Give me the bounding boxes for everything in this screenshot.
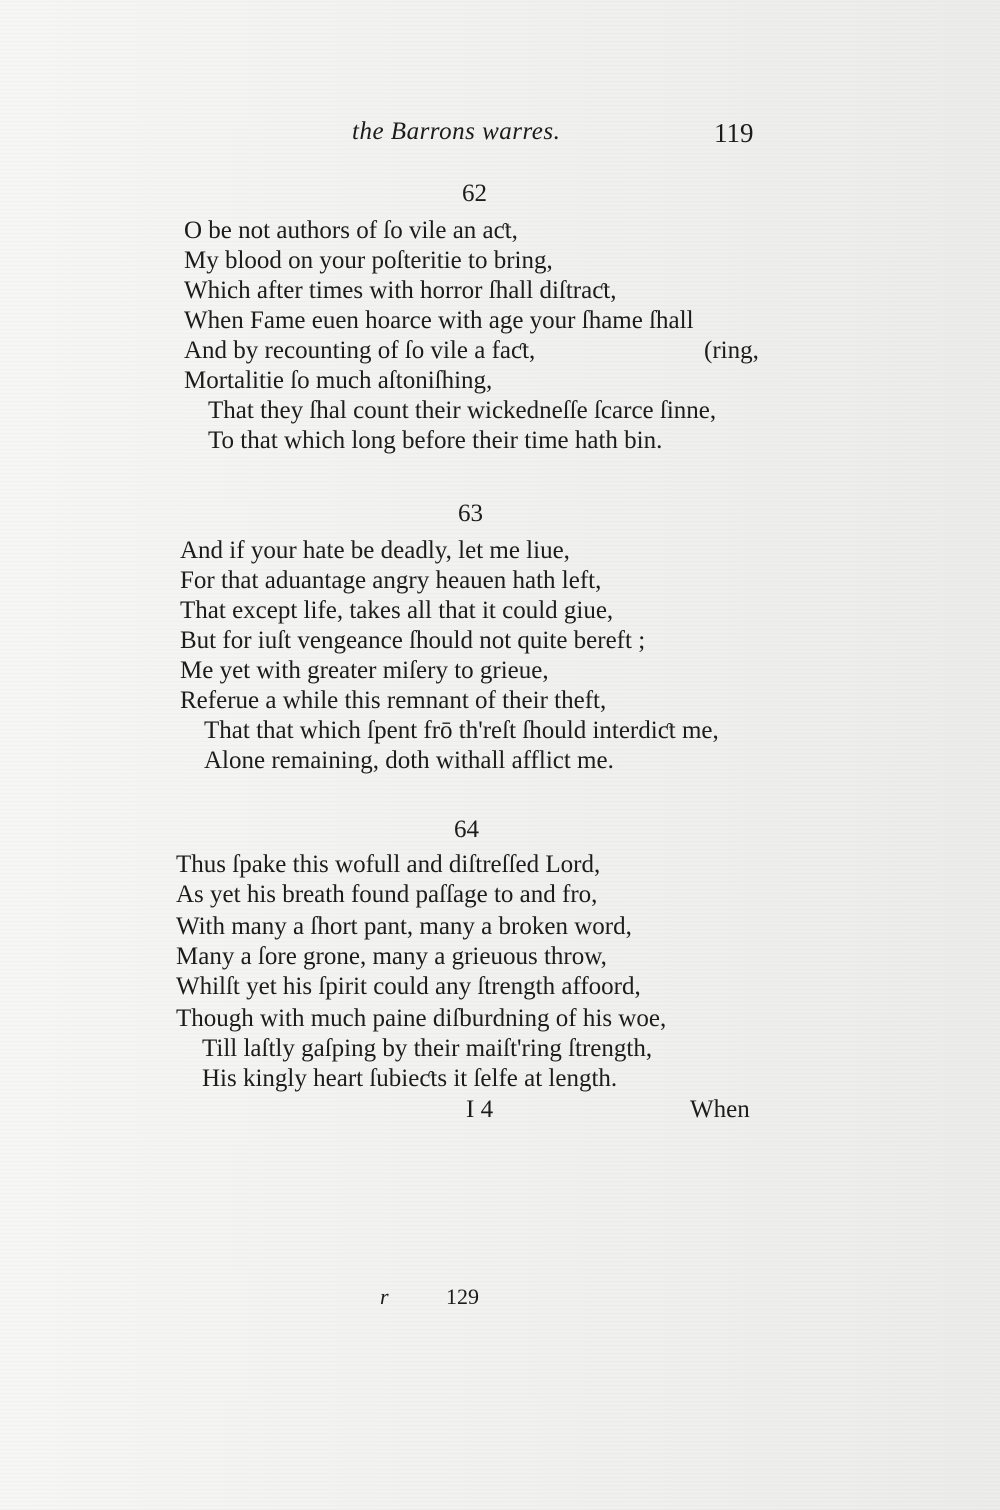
stanza-number: 63 — [458, 500, 483, 527]
verse-line: As yet his breath found paſſage to and fro, — [176, 881, 598, 908]
signature-mark: I 4 — [466, 1096, 494, 1123]
sheet-number: 129 — [446, 1284, 479, 1309]
verse-line: Whilſt yet his ſpirit could any ſtrength affoord, — [176, 973, 641, 1000]
verse-line: That that which ſpent frō th'reſt ſhould interdiƈt me, — [204, 717, 719, 744]
stanza-number: 64 — [454, 816, 479, 843]
verse-line: And if your hate be deadly, let me liue, — [180, 537, 570, 564]
verse-line: And by recounting of ſo vile a faƈt, — [184, 337, 536, 364]
stanza-number: 62 — [462, 180, 487, 207]
verse-line: When Fame euen hoarce with age your ſhame ſhall — [184, 307, 694, 334]
verse-line: O be not authors of ſo vile an aƈt, — [184, 217, 518, 244]
turnover-word: (ring, — [704, 337, 759, 364]
verse-line: Referue a while this remnant of their theft, — [180, 687, 607, 714]
verse-line: Many a ſore grone, many a grieuous throw, — [176, 943, 607, 970]
catchword: When — [690, 1096, 750, 1123]
verse-line: That they ſhal count their wickedneſſe ſcarce ſinne, — [208, 397, 717, 424]
verse-line: With many a ſhort pant, many a broken word, — [176, 913, 632, 940]
verse-line: Which after times with horror ſhall diſtraƈt, — [184, 277, 617, 304]
verse-line: Me yet with greater miſery to grieue, — [180, 657, 549, 684]
running-title: the Barrons warres. — [352, 118, 561, 145]
verse-line: To that which long before their time hath bin. — [208, 427, 663, 454]
verse-line: My blood on your poſteritie to bring, — [184, 247, 553, 274]
verse-line: His kingly heart ſubieƈts it ſelfe at length. — [202, 1065, 618, 1092]
verse-line: Mortalitie ſo much aſtoniſhing, — [184, 367, 493, 394]
verse-line: Alone remaining, doth withall afflict me. — [204, 747, 614, 774]
verse-line: Till laſtly gaſping by their maiſt'ring ſtrength, — [202, 1035, 653, 1062]
footer-mark: r — [380, 1284, 389, 1309]
page-number: 119 — [714, 118, 754, 148]
verse-line: Though with much paine diſburdning of his woe, — [176, 1005, 667, 1032]
verse-line: For that aduantage angry heauen hath left, — [180, 567, 602, 594]
verse-line: But for iuſt vengeance ſhould not quite bereft ; — [180, 627, 646, 654]
verse-line: That except life, takes all that it could giue, — [180, 597, 614, 624]
verse-line: Thus ſpake this wofull and diſtreſſed Lord, — [176, 851, 601, 878]
